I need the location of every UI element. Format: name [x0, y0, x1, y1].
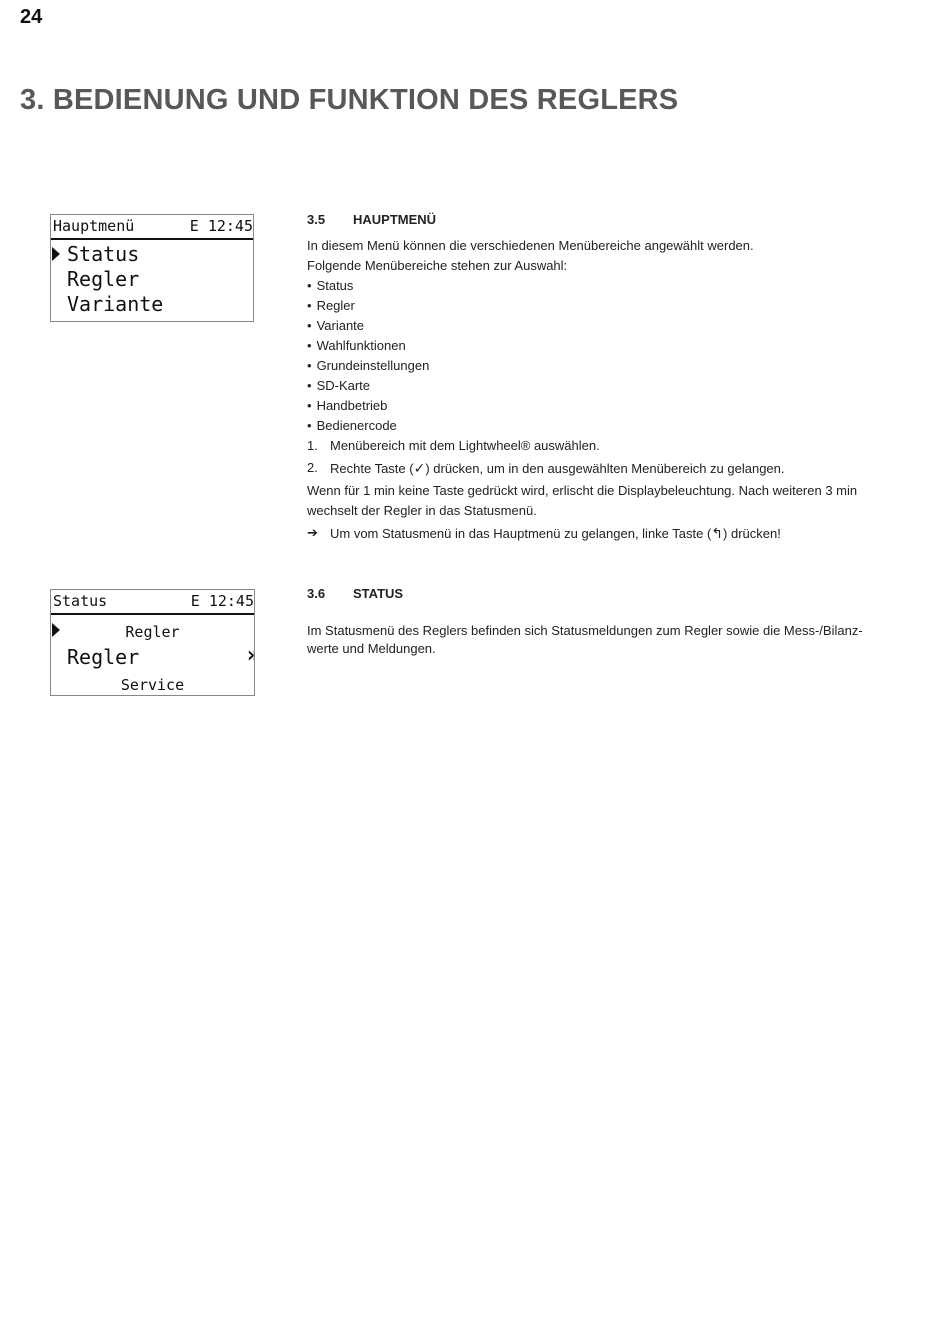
page-number: 24 — [20, 6, 43, 28]
lcd-title: Hauptmenü — [53, 217, 135, 235]
section-status — [307, 584, 867, 658]
section-hauptmenue — [307, 210, 867, 544]
step-number: 2. — [307, 460, 318, 475]
section-number: 3.6 — [307, 586, 326, 601]
step-list — [307, 436, 867, 479]
intro-text: Folgende Menübereiche stehen zur Auswahl: — [307, 258, 568, 273]
lcd-item: Regler — [67, 267, 140, 291]
cursor-icon — [52, 247, 60, 261]
step-number: 1. — [307, 438, 318, 453]
lcd-top-label: Regler — [125, 623, 180, 641]
lcd-status — [50, 589, 255, 696]
intro-text: In diesem Menü können die verschiedenen Menübereiche angewählt werden. — [307, 238, 754, 253]
lcd-time: E 12:45 — [190, 592, 254, 610]
lcd-item: Variante — [67, 292, 164, 316]
list-item: • Grundeinstellungen — [307, 356, 867, 376]
hint-text: Um vom Statusmenü in das Hauptmenü zu gelangen, linke Taste ( — [330, 526, 712, 541]
note-text: Wenn für 1 min keine Taste gedrückt wird, erlischt die Displaybeleuchtung. Nach weiteren 3 min wechselt der Regler in das Statusmenü. — [307, 483, 858, 518]
section-title: HAUPTMENÜ — [353, 212, 437, 227]
status-text: Im Statusmenü des Reglers befinden sich Statusmeldungen zum Regler sowie die Mess-/Bilanzwerte und Meldungen. — [307, 623, 863, 656]
back-icon: ↰ — [711, 525, 724, 541]
step-item — [307, 458, 867, 479]
lcd-main-label: Regler — [67, 645, 140, 669]
lcd-main-menu — [50, 214, 254, 322]
chapter-title: 3. BEDIENUNG UND FUNKTION DES REGLERS — [20, 84, 679, 116]
step-text: Rechte Taste ( — [330, 461, 414, 476]
lcd-title: Status — [53, 592, 108, 610]
section-title: STATUS — [353, 586, 404, 601]
hint-line — [307, 523, 867, 544]
list-item: • Wahlfunktionen — [307, 336, 867, 356]
list-item: • Status — [307, 276, 867, 296]
check-icon: ✓ — [413, 460, 426, 476]
section-number: 3.5 — [307, 212, 326, 227]
list-item: • SD-Karte — [307, 376, 867, 396]
lcd-header — [51, 590, 254, 615]
list-item: • Regler — [307, 296, 867, 316]
chevron-right-icon: » — [246, 643, 254, 668]
step-text: Menübereich mit dem Lightwheel® auswählen. — [330, 438, 600, 453]
step-text: ) drücken, um in den ausgewählten Menübereich zu gelangen. — [425, 461, 785, 476]
lcd-header — [51, 215, 253, 240]
list-item: • Handbetrieb — [307, 396, 867, 416]
lcd-bottom-label: Service — [120, 676, 185, 694]
lcd-time: E 12:45 — [189, 217, 253, 235]
menu-area-list — [307, 276, 867, 436]
list-item: • Bedienercode — [307, 416, 867, 436]
step-item — [307, 436, 867, 456]
arrow-right-icon: ➔ — [307, 525, 318, 540]
hint-text: ) drücken! — [723, 526, 781, 541]
section-heading — [307, 210, 867, 230]
list-item: • Variante — [307, 316, 867, 336]
lcd-item: Status — [67, 242, 140, 266]
section-heading — [307, 584, 867, 604]
